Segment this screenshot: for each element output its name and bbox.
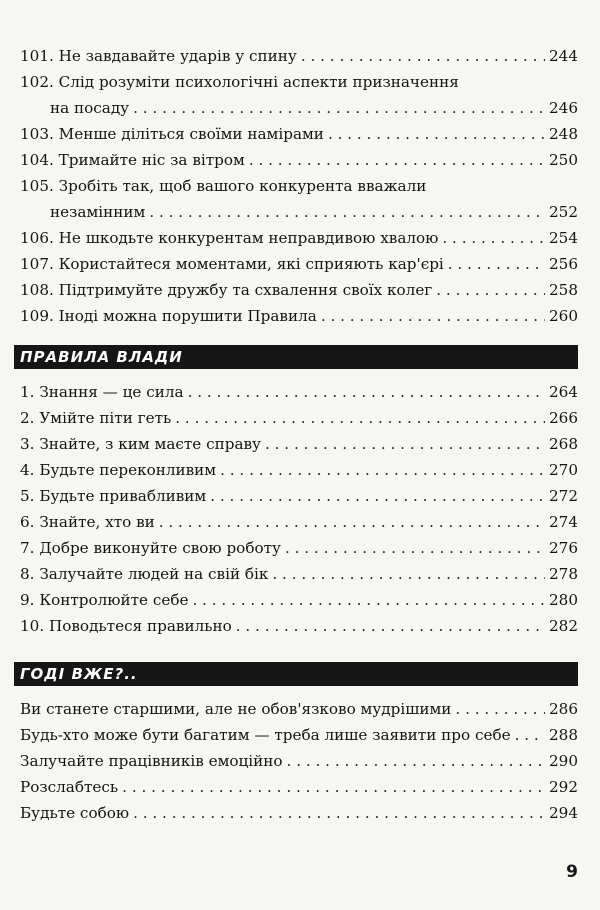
toc-entry: 4. Будьте переконливим . . . 270 [20, 457, 578, 483]
section-header-enough: ГОДІ ВЖЕ?.. [14, 662, 578, 686]
toc-entry: 105. Зробіть так, щоб вашого конкурента вважали незамінним . . . 252 [20, 173, 578, 225]
toc-entry: 103. Менше діліться своїми намірами . . . 248 [20, 121, 578, 147]
toc-entry: Будь-хто може бути багатим — треба лише заявити про себе . . . 288 [20, 722, 578, 748]
toc-entry: 106. Не шкодьте конкурентам неправдивою хвалою . . . 254 [20, 225, 578, 251]
toc-entry: 1. Знання — це сила . . . 264 [20, 379, 578, 405]
toc-entry: 101. Не завдавайте ударів у спину . . . 244 [20, 43, 578, 69]
section-header-power-rules: ПРАВИЛА ВЛАДИ [14, 345, 578, 369]
toc-entry: 2. Умійте піти геть . . . 266 [20, 405, 578, 431]
toc-entry: 9. Контролюйте себе . . . 280 [20, 587, 578, 613]
toc-entry: 102. Слід розуміти психологічні аспекти призначення на посаду . . . 246 [20, 69, 578, 121]
toc-entry: 3. Знайте, з ким маєте справу . . . 268 [20, 431, 578, 457]
toc-entry: 5. Будьте привабливим . . . 272 [20, 483, 578, 509]
toc-entry: 104. Тримайте ніс за вітром . . . 250 [20, 147, 578, 173]
page-number: 9 [566, 862, 578, 882]
toc-entry: 109. Іноді можна порушити Правила . . . 260 [20, 303, 578, 329]
toc-entry: 6. Знайте, хто ви . . . 274 [20, 509, 578, 535]
toc-entry: 107. Користайтеся моментами, які сприяють кар'єрі . . . 256 [20, 251, 578, 277]
toc-list-power-rules [20, 379, 578, 639]
toc-entry: Розслабтесь . . . 292 [20, 774, 578, 800]
toc-entry: Будьте собою . . . 294 [20, 800, 578, 826]
toc-list-rules-101-109 [20, 43, 578, 329]
toc-list-enough [20, 696, 578, 826]
toc-entry: 108. Підтримуйте дружбу та схвалення своїх колег . . . 258 [20, 277, 578, 303]
toc-entry: Ви станете старшими, але не обов'язково мудрішими . . . 286 [20, 696, 578, 722]
toc-entry: 10. Поводьтеся правильно . . . 282 [20, 613, 578, 639]
toc-entry: 8. Залучайте людей на свій бік . . . 278 [20, 561, 578, 587]
toc-entry: Залучайте працівників емоційно . . . 290 [20, 748, 578, 774]
toc-entry: 7. Добре виконуйте свою роботу . . . 276 [20, 535, 578, 561]
